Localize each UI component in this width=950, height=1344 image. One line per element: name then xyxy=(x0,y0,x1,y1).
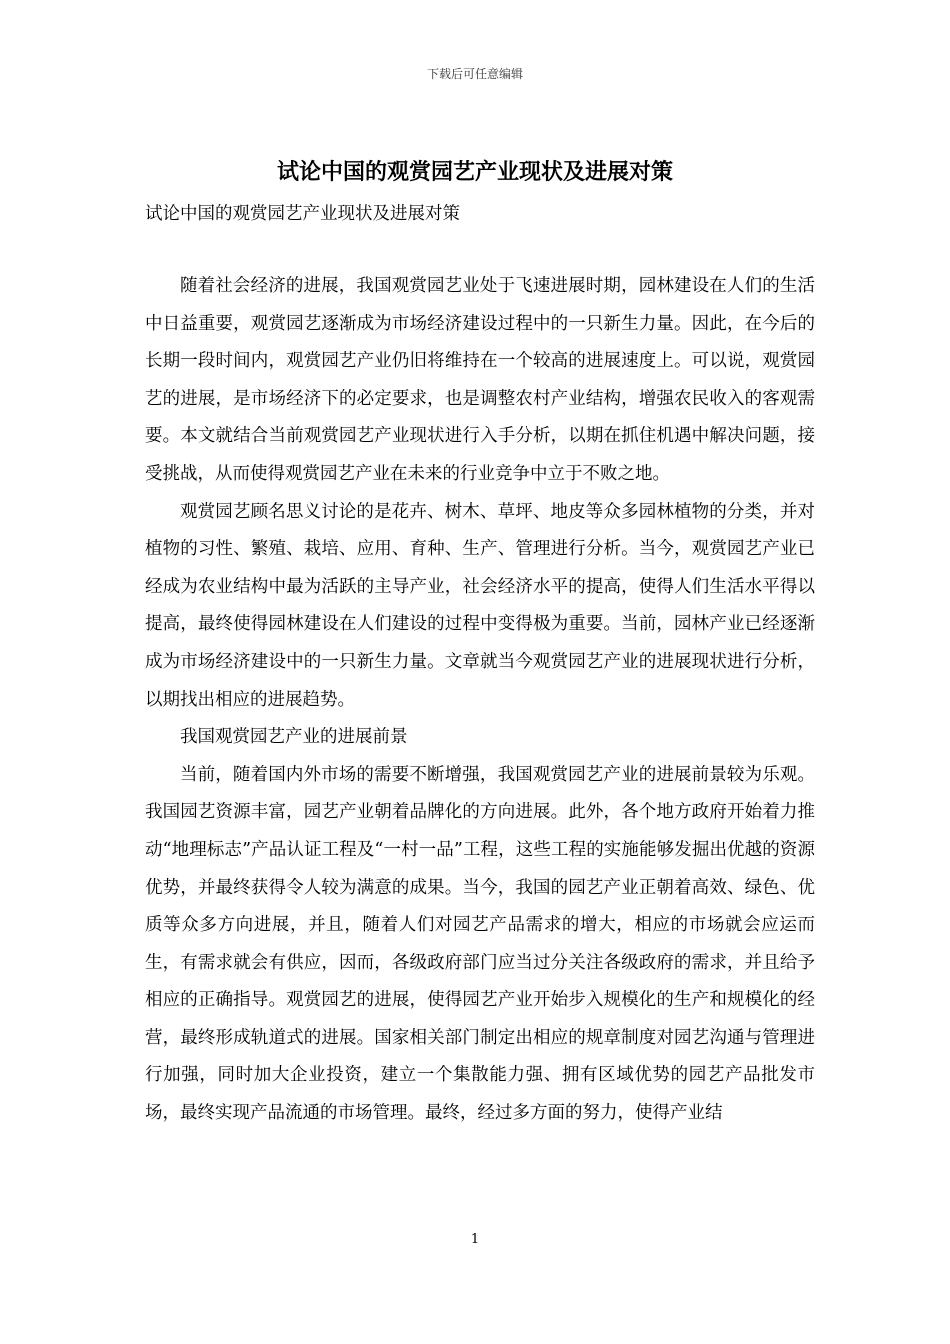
document-title: 试论中国的观赏园艺产业现状及进展对策 xyxy=(276,159,673,185)
document-subtitle: 试论中国的观赏园艺产业现状及进展对策 xyxy=(145,204,460,224)
page-number: 1 xyxy=(470,1232,480,1247)
paragraph-2: 观赏园艺顾名思义讨论的是花卉、树木、草坪、地皮等众多园林植物的分类，并对植物的习性、繁殖、栽培、应用、育种、生产、管理进行分析。当今，观赏园艺产业已经成为农业结构中最为活跃的主导产业，社会经济水平的提高，使得人们生活水平得以提高，最终使得园林建设在人们建设的过程中变得极为重要。当前，园林产业已经逐渐成为市场经济建设中的一只新生力量。文章就当今观赏园艺产业的进展现状进行分析，以期找出相应的进展趋势。 xyxy=(145,501,815,710)
paragraph-1: 随着社会经济的进展，我国观赏园艺业处于飞速进展时期，园林建设在人们的生活中日益重要，观赏园艺逐渐成为市场经济建设过程中的一只新生力量。因此，在今后的长期一段时间内，观赏园艺产业仍旧将维持在一个较高的进展速度上。可以说，观赏园艺的进展，是市场经济下的必定要求，也是调整农村产业结构，增强农民收入的客观需要。本文就结合当前观赏园艺产业现状进行入手分析，以期在抓住机遇中解决问题，接受挑战，从而使得观赏园艺产业在未来的行业竞争中立于不败之地。 xyxy=(145,276,815,484)
section-heading: 我国观赏园艺产业的进展前景 xyxy=(180,727,408,748)
header-note: 下载后可任意编辑 xyxy=(426,67,523,81)
document-body xyxy=(145,268,815,1133)
paragraph-3: 当前，随着国内外市场的需要不断增强，我国观赏园艺产业的进展前景较为乐观。我国园艺资源丰富，园艺产业朝着品牌化的方向进展。此外，各个地方政府开始着力推动“地理标志”产品认证工程及“一村一品”工程，这些工程的实施能够发掘出优越的资源优势，并最终获得令人较为满意的成果。当今，我国的园艺产业正朝着高效、绿色、优质等众多方向进展，并且，随着人们对园艺产品需求的增大，相应的市场就会应运而生，有需求就会有供应，因而，各级政府部门应当过分关注各级政府的需求，并且给予相应的正确指导。观赏园艺的进展，使得园艺产业开始步入规模化的生产和规模化的经营，最终形成轨道式的进展。国家相关部门制定出相应的规章制度对园艺沟通与管理进行加强，同时加大企业投资，建立一个集散能力强、拥有区域优势的园艺产品批发市场，最终实现产品流通的市场管理。最终，经过多方面的努力，使得产业结 xyxy=(145,764,815,1124)
